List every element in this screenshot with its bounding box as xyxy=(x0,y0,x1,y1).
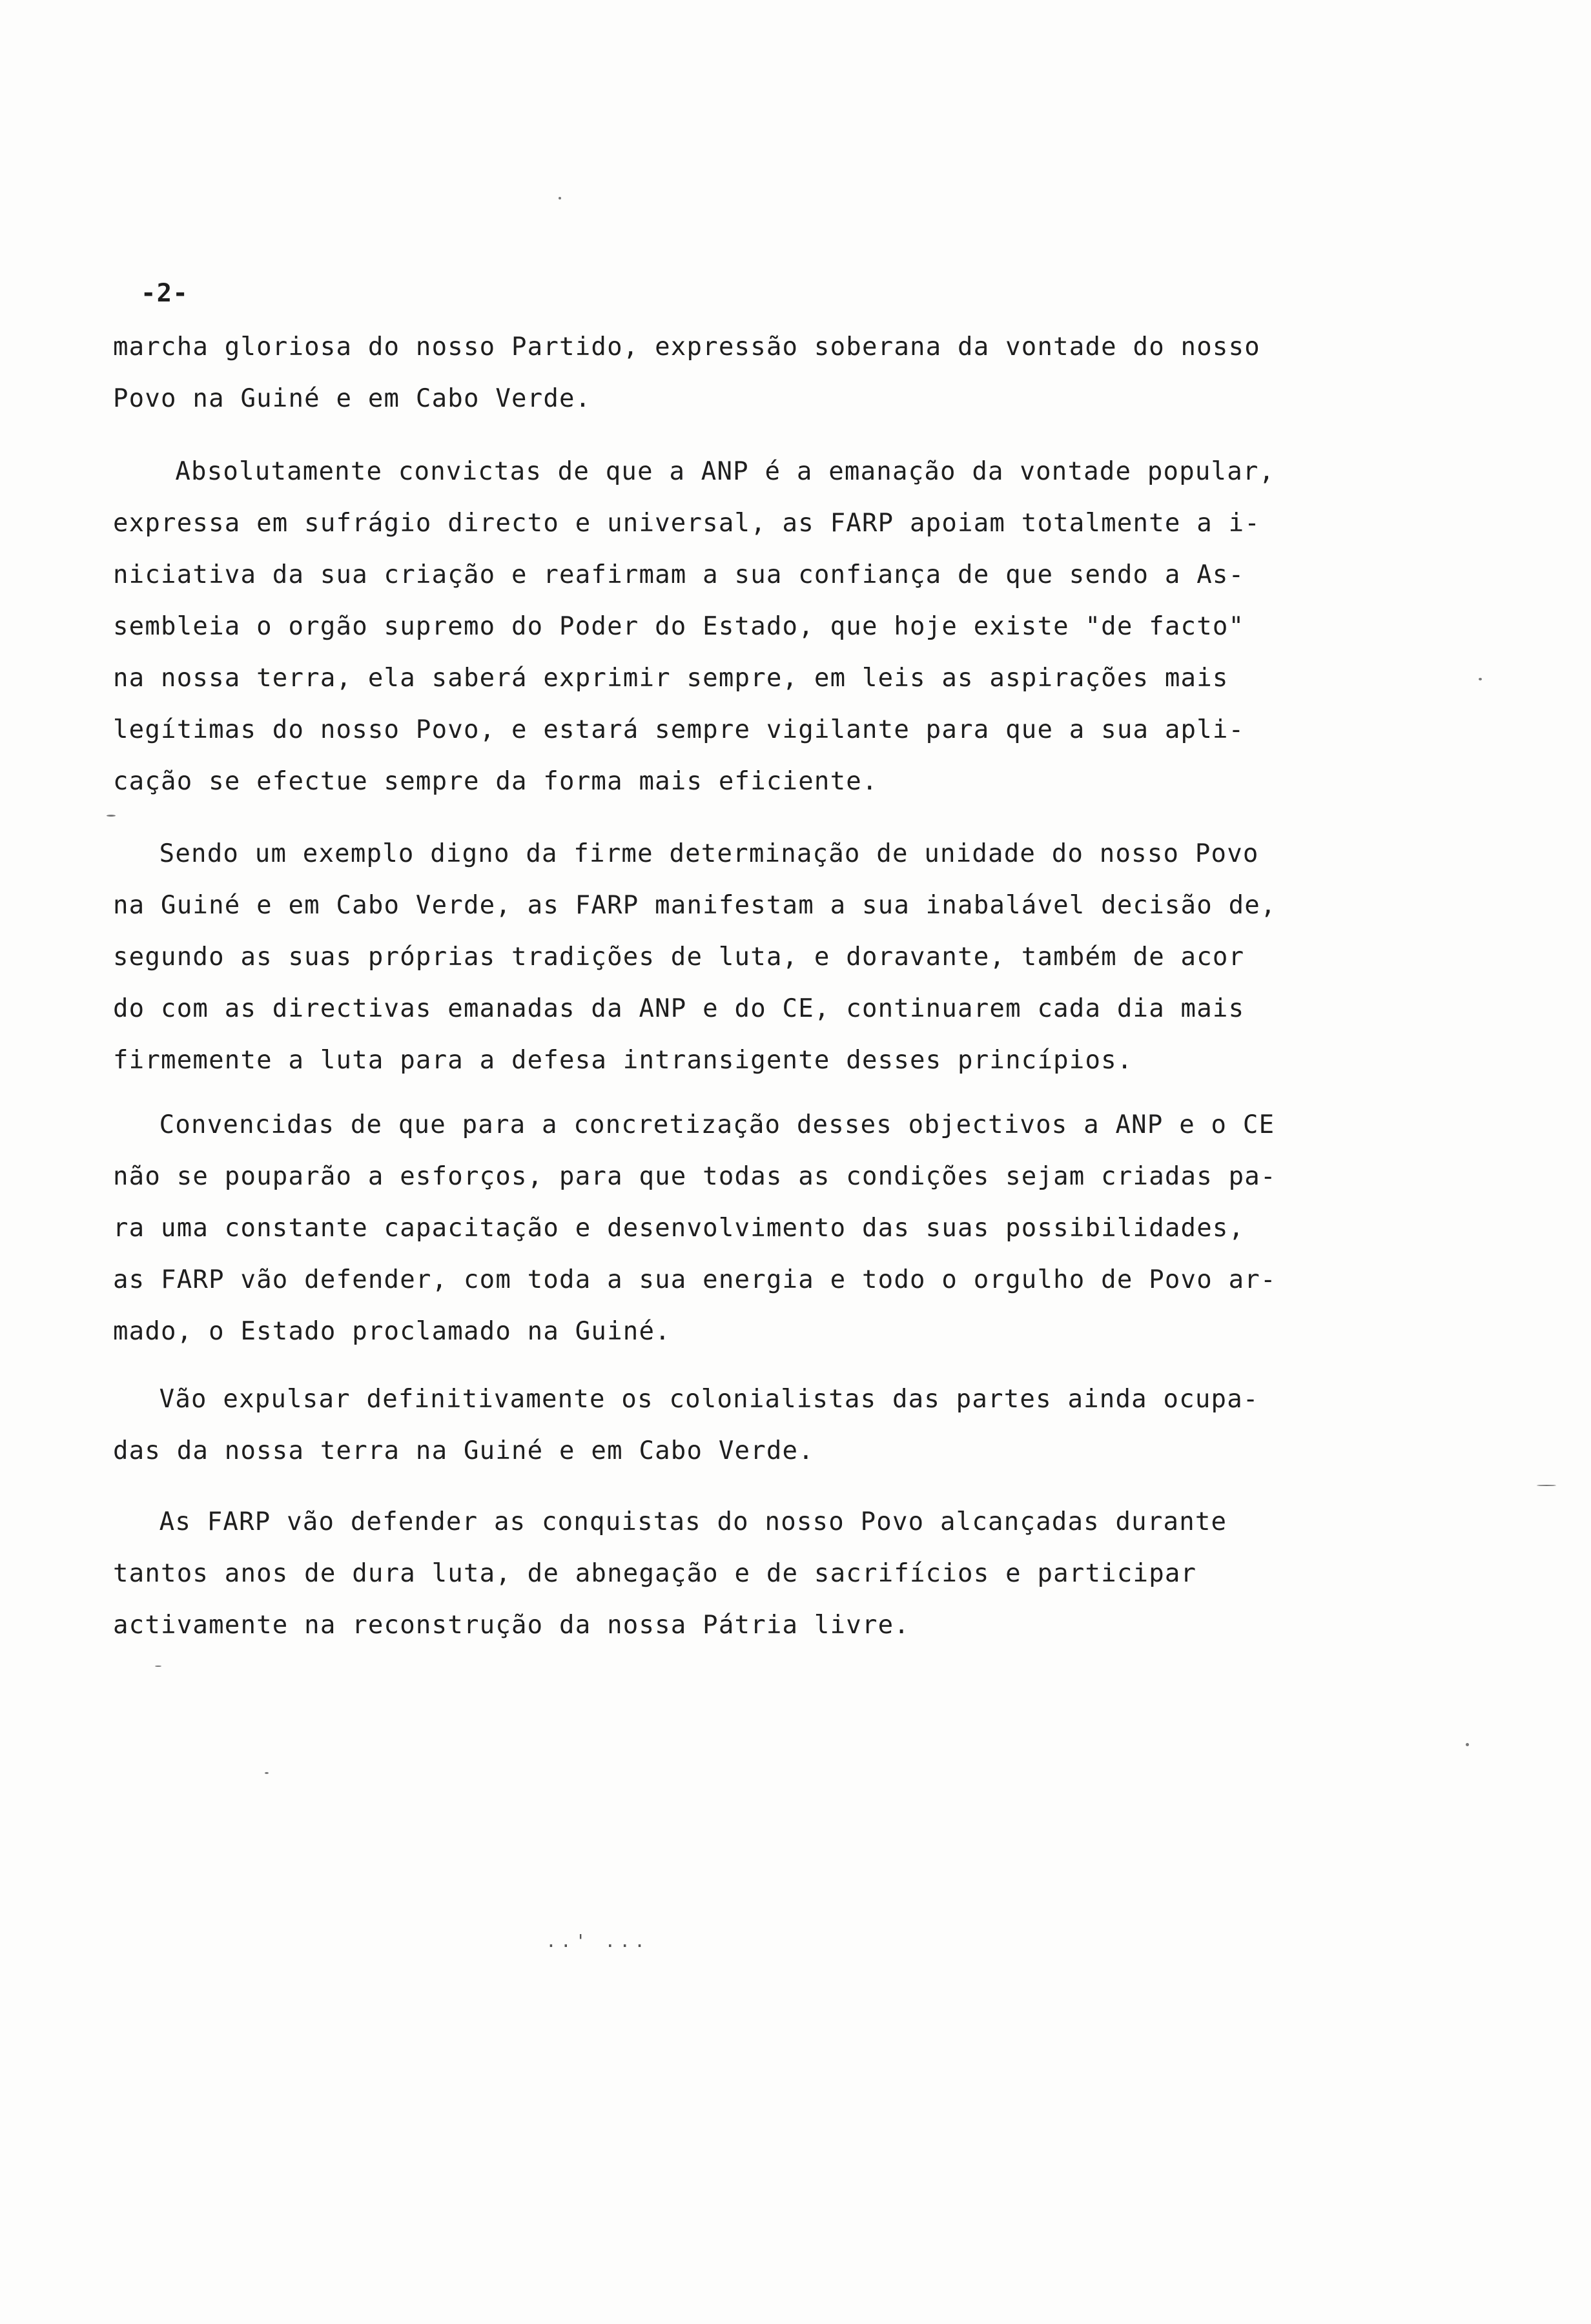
paragraph-line: sembleia o orgão supremo do Poder do Estado, que hoje existe "de facto" xyxy=(113,612,1245,641)
scan-speck xyxy=(1479,678,1482,680)
paragraph-line: Convencidas de que para a concretização desses objectivos a ANP e o CE xyxy=(143,1110,1275,1139)
paragraph-line: marcha gloriosa do nosso Partido, expressão soberana da vontade do nosso xyxy=(113,332,1260,362)
paragraph-line: legítimas do nosso Povo, e estará sempre vigilante para que a sua apli- xyxy=(113,715,1245,744)
paragraph-line: não se pouparão a esforços, para que todas as condições sejam criadas pa- xyxy=(113,1162,1277,1191)
scan-speck xyxy=(107,815,116,817)
paragraph-line: Povo na Guiné e em Cabo Verde. xyxy=(113,384,591,413)
paragraph-line: mado, o Estado proclamado na Guiné. xyxy=(113,1317,671,1346)
paragraph-line: segundo as suas próprias tradições de luta, e doravante, também de acor xyxy=(113,943,1245,972)
paragraph-line: Sendo um exemplo digno da firme determinação de unidade do nosso Povo xyxy=(143,839,1259,868)
paragraph-line: ra uma constante capacitação e desenvolvimento das suas possibilidades, xyxy=(113,1214,1245,1243)
paragraph-line: cação se efectue sempre da forma mais eficiente. xyxy=(113,767,878,796)
paragraph-line: das da nossa terra na Guiné e em Cabo Verde. xyxy=(113,1436,814,1465)
scan-speck xyxy=(1537,1485,1556,1486)
paragraph-line: firmemente a luta para a defesa intransigente desses princípios. xyxy=(113,1046,1133,1075)
paragraph-line: na nossa terra, ela saberá exprimir sempre, em leis as aspirações mais xyxy=(113,664,1229,693)
scan-speck xyxy=(155,1666,161,1667)
scan-speck xyxy=(559,197,561,199)
paragraph-line: As FARP vão defender as conquistas do nosso Povo alcançadas durante xyxy=(143,1507,1227,1536)
paragraph-line: do com as directivas emanadas da ANP e do CE, continuarem cada dia mais xyxy=(113,994,1245,1023)
paragraph-line: niciativa da sua criação e reafirmam a sua confiança de que sendo a As- xyxy=(113,560,1245,589)
footer-mark: ..' ... xyxy=(546,1930,650,1952)
paragraph-line: na Guiné e em Cabo Verde, as FARP manifestam a sua inabalável decisão de, xyxy=(113,891,1277,920)
paragraph-line: tantos anos de dura luta, de abnegação e de sacrifícios e participar xyxy=(113,1559,1197,1588)
paragraph-line: Absolutamente convictas de que a ANP é a emanação da vontade popular, xyxy=(143,457,1275,486)
paragraph-line: Vão expulsar definitivamente os colonialistas das partes ainda ocupa- xyxy=(143,1385,1259,1414)
page-number: -2- xyxy=(141,279,189,308)
paragraph-line: activamente na reconstrução da nossa Pátria livre. xyxy=(113,1611,910,1640)
scan-speck xyxy=(1466,1743,1469,1746)
scan-speck xyxy=(265,1772,269,1774)
paragraph-line: expressa em sufrágio directo e universal, as FARP apoiam totalmente a i- xyxy=(113,509,1260,538)
paragraph-line: as FARP vão defender, com toda a sua energia e todo o orgulho de Povo ar- xyxy=(113,1265,1277,1294)
